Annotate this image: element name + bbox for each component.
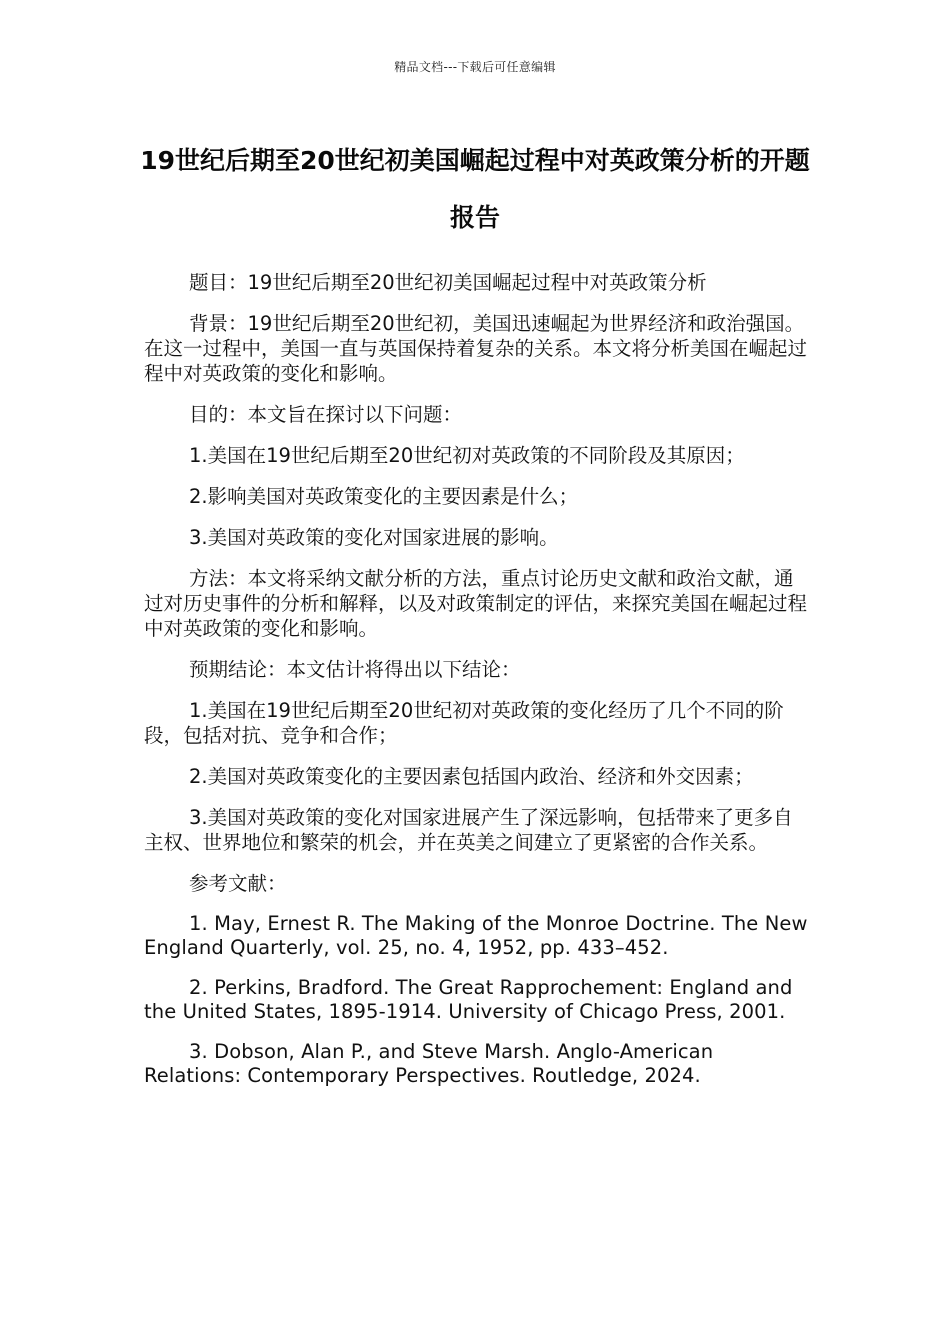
paragraph-conclusion-item-3: 3.美国对英政策的变化对国家进展产生了深远影响，包括带来了更多自主权、世界地位和繁荣的机会，并在英美之间建立了更紧密的合作关系。 <box>144 806 793 854</box>
paragraph-conclusion-item-1: 1.美国在19世纪后期至20世纪初对英政策的变化经历了几个不同的阶段，包括对抗、竞争和合作； <box>144 699 784 747</box>
reference-item-1: 1. May, Ernest R. The Making of the Monroe Doctrine. The New England Quarterly, vol. 25, no. 4, 1952, pp. 433–452. <box>144 912 808 959</box>
paragraph-references-heading: 参考文献： <box>189 872 287 895</box>
paragraph-topic: 题目：19世纪后期至20世纪初美国崛起过程中对英政策分析 <box>189 271 707 294</box>
paragraph-method: 方法：本文将采纳文献分析的方法，重点讨论历史文献和政治文献，通过对历史事件的分析和解释，以及对政策制定的评估，来探究美国在崛起过程中对英政策的变化和影响。 <box>144 567 808 640</box>
paragraph-expected-conclusion: 预期结论：本文估计将得出以下结论： <box>189 658 521 681</box>
reference-item-2: 2. Perkins, Bradford. The Great Rapprochement: England and the United States, 1895-1914. University of Chicago Press, 2001. <box>144 976 793 1023</box>
paragraph-purpose-item-1: 1.美国在19世纪后期至20世纪初对英政策的不同阶段及其原因； <box>189 444 745 467</box>
paragraph-background: 背景：19世纪后期至20世纪初，美国迅速崛起为世界经济和政治强国。在这一过程中，美国一直与英国保持着复杂的关系。本文将分析美国在崛起过程中对英政策的变化和影响。 <box>144 312 808 385</box>
document-title: 19世纪后期至20世纪初美国崛起过程中对英政策分析的开题报告 <box>140 146 810 232</box>
paragraph-purpose-item-2: 2.影响美国对英政策变化的主要因素是什么； <box>189 485 579 508</box>
paragraph-purpose: 目的：本文旨在探讨以下问题： <box>189 403 463 426</box>
paragraph-conclusion-item-2: 2.美国对英政策变化的主要因素包括国内政治、经济和外交因素； <box>189 765 754 788</box>
header-note: 精品文档---下载后可任意编辑 <box>394 60 556 74</box>
paragraph-purpose-item-3: 3.美国对英政策的变化对国家进展的影响。 <box>189 526 559 549</box>
document-body <box>144 270 809 1104</box>
reference-item-3: 3. Dobson, Alan P., and Steve Marsh. Anglo-American Relations: Contemporary Perspectives. Routledge, 2024. <box>144 1040 714 1087</box>
